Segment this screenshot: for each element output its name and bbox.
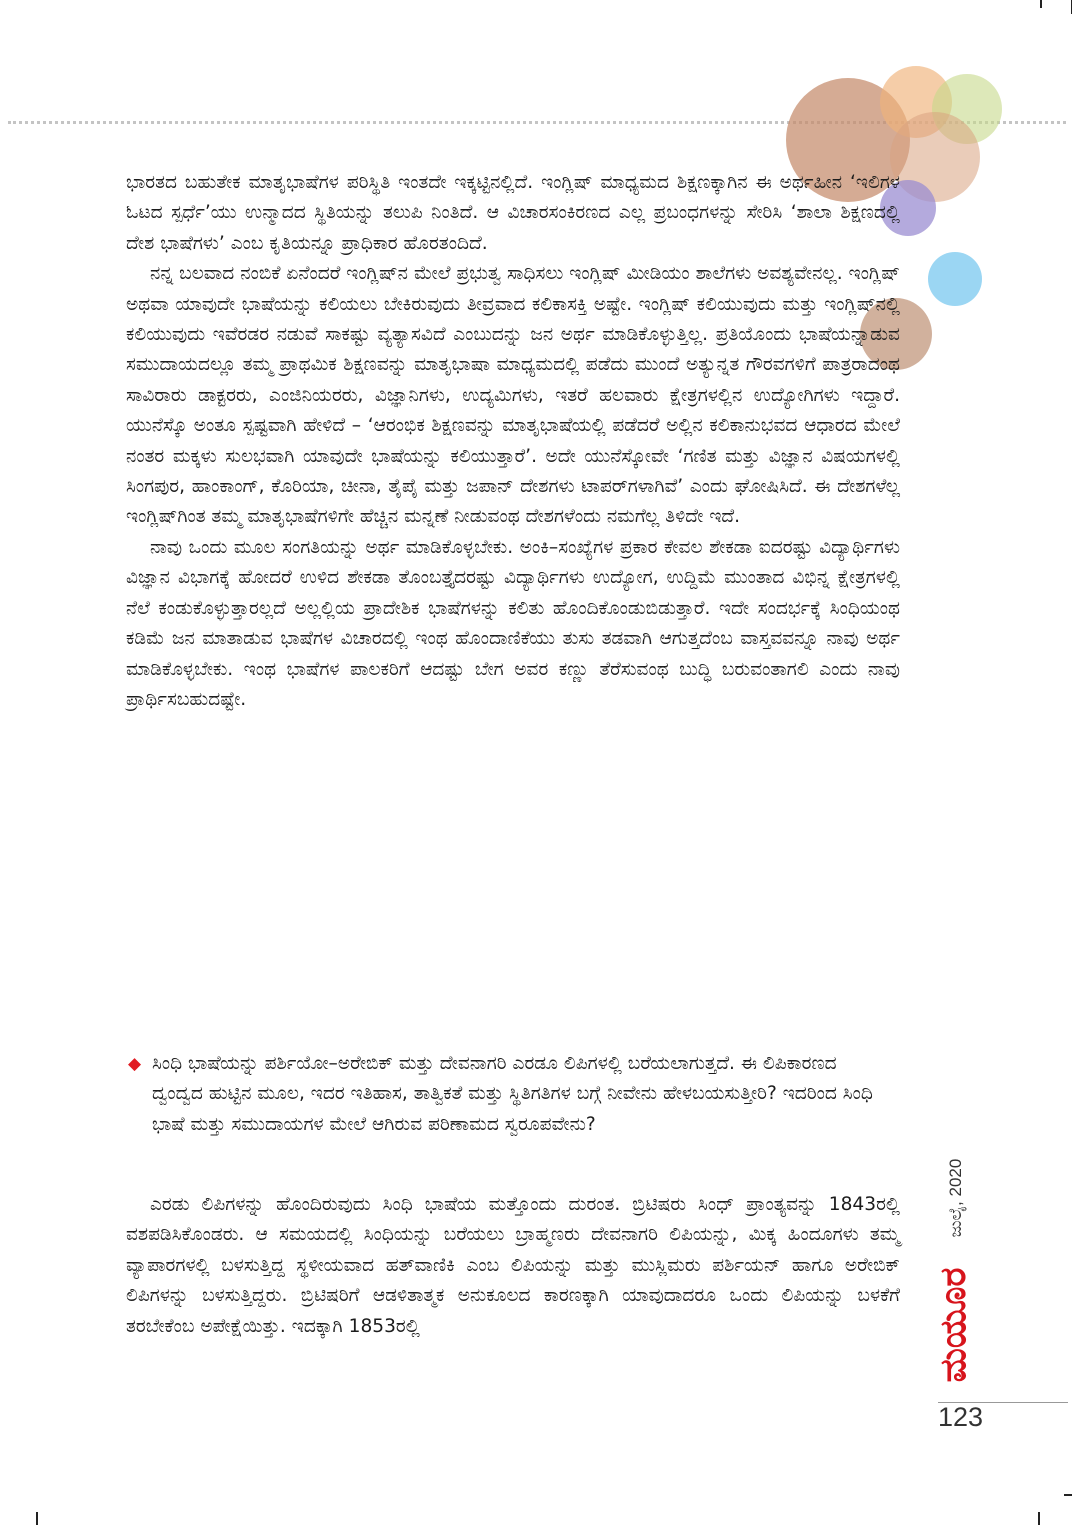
issue-date: ಜುಲೈ, 2020 [946,1158,965,1238]
answer-block [126,1190,900,1342]
diamond-bullet-icon: ◆ [128,1054,142,1074]
interview-question [126,1049,886,1140]
circle-blue [928,252,982,306]
article-body [126,168,900,715]
crop-mark-right [1064,1494,1072,1496]
crop-mark-bottom-left [36,1512,38,1525]
paragraph-3: ನಾವು ಒಂದು ಮೂಲ ಸಂಗತಿಯನ್ನು ಅರ್ಥ ಮಾಡಿಕೊಳ್ಳಬೇಕು. ಅಂಕಿ–ಸಂಖ್ಯೆಗಳ ಪ್ರಕಾರ ಕೇವಲ ಶೇಕಡಾ ಐದರಷ್ಟು ವಿದ್ಯಾರ್ಥಿಗಳು ವಿಜ್ಞಾನ ವಿಭಾಗಕ್ಕೆ ಹೋದರೆ ಉಳಿದ ಶೇಕಡಾ ತೊಂಬತ್ತೈದರಷ್ಟು ವಿದ್ಯಾರ್ಥಿಗಳು ಉದ್ಯೋಗ, ಉದ್ದಿಮೆ ಮುಂತಾದ ವಿಭಿನ್ನ ಕ್ಷೇತ್ರಗಳಲ್ಲಿ ನೆಲೆ ಕಂಡುಕೊಳ್ಳುತ್ತಾರಲ್ಲದೆ ಅಲ್ಲಲ್ಲಿಯ ಪ್ರಾದೇಶಿಕ ಭಾಷೆಗಳನ್ನು ಕಲಿತು ಹೊಂದಿಕೊಂಡುಬಿಡುತ್ತಾರೆ. ಇದೇ ಸಂದರ್ಭಕ್ಕೆ ಸಿಂಧಿಯಂಥ ಕಡಿಮೆ ಜನ ಮಾತಾಡುವ ಭಾಷೆಗಳ ವಿಚಾರದಲ್ಲಿ ಇಂಥ ಹೊಂದಾಣಿಕೆಯು ತುಸು ತಡವಾಗಿ ಆಗುತ್ತದೆಂಬ ವಾಸ್ತವವನ್ನೂ ನಾವು ಅರ್ಥ ಮಾಡಿಕೊಳ್ಳಬೇಕು. ಇಂಥ ಭಾಷೆಗಳ ಪಾಲಕರಿಗೆ ಆದಷ್ಟು ಬೇಗ ಅವರ ಕಣ್ಣು ತೆರೆಸುವಂಥ ಬುದ್ಧಿ ಬರುವಂತಾಗಲಿ ಎಂದು ನಾವು ಪ್ರಾರ್ಥಿಸಬಹುದಷ್ಟೇ. [126,536,900,710]
page-number: 123 [938,1402,984,1432]
paragraph-2: ನನ್ನ ಬಲವಾದ ನಂಬಿಕೆ ಏನೆಂದರೆ ಇಂಗ್ಲಿಷ್‌ನ ಮೇಲೆ ಪ್ರಭುತ್ವ ಸಾಧಿಸಲು ಇಂಗ್ಲಿಷ್ ಮೀಡಿಯಂ ಶಾಲೆಗಳು ಅವಶ್ಯವೇನಲ್ಲ. ಇಂಗ್ಲಿಷ್ ಅಥವಾ ಯಾವುದೇ ಭಾಷೆಯನ್ನು ಕಲಿಯಲು ಬೇಕಿರುವುದು ತೀವ್ರವಾದ ಕಲಿಕಾಸಕ್ತಿ ಅಷ್ಟೇ. ಇಂಗ್ಲಿಷ್ ಕಲಿಯುವುದು ಮತ್ತು ಇಂಗ್ಲಿಷ್‌ನಲ್ಲಿ ಕಲಿಯುವುದು ಇವೆರಡರ ನಡುವೆ ಸಾಕಷ್ಟು ವ್ಯತ್ಯಾಸವಿದೆ ಎಂಬುದನ್ನು ಜನ ಅರ್ಥ ಮಾಡಿಕೊಳ್ಳುತ್ತಿಲ್ಲ. ಪ್ರತಿಯೊಂದು ಭಾಷೆಯನ್ನಾಡುವ ಸಮುದಾಯದಲ್ಲೂ ತಮ್ಮ ಪ್ರಾಥಮಿಕ ಶಿಕ್ಷಣವನ್ನು ಮಾತೃಭಾಷಾ ಮಾಧ್ಯಮದಲ್ಲಿ ಪಡೆದು ಮುಂದೆ ಅತ್ಯುನ್ನತ ಗೌರವಗಳಿಗೆ ಪಾತ್ರರಾದಂಥ ಸಾವಿರಾರು ಡಾಕ್ಟರರು, ಎಂಜಿನಿಯರರು, ವಿಜ್ಞಾನಿಗಳು, ಉದ್ಯಮಿಗಳು, ಇತರೆ ಹಲವಾರು ಕ್ಷೇತ್ರಗಳಲ್ಲಿನ ಉದ್ಯೋಗಿಗಳು ಇದ್ದಾರೆ. ಯುನೆಸ್ಕೊ ಅಂತೂ ಸ್ಪಷ್ಟವಾಗಿ ಹೇಳಿದೆ – ‘ಆರಂಭಿಕ ಶಿಕ್ಷಣವನ್ನು ಮಾತೃಭಾಷೆಯಲ್ಲಿ ಪಡೆದರೆ ಅಲ್ಲಿನ ಕಲಿಕಾನುಭವದ ಆಧಾರದ ಮೇಲೆ ನಂತರ ಮಕ್ಕಳು ಸುಲಭವಾಗಿ ಯಾವುದೇ ಭಾಷೆಯನ್ನು ಕಲಿಯುತ್ತಾರೆ’. ಅದೇ ಯುನೆಸ್ಕೋವೇ ‘ಗಣಿತ ಮತ್ತು ವಿಜ್ಞಾನ ವಿಷಯಗಳಲ್ಲಿ ಸಿಂಗಪುರ, ಹಾಂಕಾಂಗ್, ಕೊರಿಯಾ, ಚೀನಾ, ತೈಪೈ ಮತ್ತು ಜಪಾನ್ ದೇಶಗಳು ಟಾಪರ್‌ಗಳಾಗಿವೆ’ ಎಂದು ಘೋಷಿಸಿದೆ. ಈ ದೇಶಗಳೆಲ್ಲ ಇಂಗ್ಲಿಷ್‌ಗಿಂತ ತಮ್ಮ ಮಾತೃಭಾಷೆಗಳಿಗೇ ಹೆಚ್ಚಿನ ಮನ್ನಣೆ ನೀಡುವಂಥ ದೇಶಗಳೆಂದು ನಮಗೆಲ್ಲ ತಿಳಿದೇ ಇದೆ. [126,263,900,528]
crop-mark-bottom-right [1038,1512,1040,1525]
answer-text: ಎರಡು ಲಿಪಿಗಳನ್ನು ಹೊಂದಿರುವುದು ಸಿಂಧಿ ಭಾಷೆಯ ಮತ್ತೊಂದು ದುರಂತ. ಬ್ರಿಟಿಷರು ಸಿಂಧ್ ಪ್ರಾಂತ್ಯವನ್ನು 1843ರಲ್ಲಿ ವಶಪಡಿಸಿಕೊಂಡರು. ಆ ಸಮಯದಲ್ಲಿ ಸಿಂಧಿಯನ್ನು ಬರೆಯಲು ಬ್ರಾಹ್ಮಣರು ದೇವನಾಗರಿ ಲಿಪಿಯನ್ನು, ಮಿಕ್ಕ ಹಿಂದೂಗಳು ತಮ್ಮ ವ್ಯಾಪಾರಗಳಲ್ಲಿ ಬಳಸುತ್ತಿದ್ದ ಸ್ಥಳೀಯವಾದ ಹತ್‌ವಾಣಿಕಿ ಎಂಬ ಲಿಪಿಯನ್ನು ಮತ್ತು ಮುಸ್ಲಿಮರು ಪರ್ಶಿಯನ್ ಹಾಗೂ ಅರೇಬಿಕ್ ಲಿಪಿಗಳನ್ನು ಬಳಸುತ್ತಿದ್ದರು. ಬ್ರಿಟಿಷರಿಗೆ ಆಡಳಿತಾತ್ಮಕ ಅನುಕೂಲದ ಕಾರಣಕ್ಕಾಗಿ ಯಾವುದಾದರೂ ಒಂದು ಲಿಪಿಯನ್ನು ಬಳಕೆಗೆ ತರಬೇಕೆಂಬ ಅಪೇಕ್ಷೆಯಿತ್ತು. ಇದಕ್ಕಾಗಿ 1853ರಲ್ಲಿ [126,1194,900,1337]
crop-mark-top-right [1040,0,1042,8]
magazine-logo: ಮಯೂರ [933,1267,974,1383]
question-text: ಸಿಂಧಿ ಭಾಷೆಯನ್ನು ಪರ್ಶಿಯೋ–ಅರೇಬಿಕ್ ಮತ್ತು ದೇವನಾಗರಿ ಎರಡೂ ಲಿಪಿಗಳಲ್ಲಿ ಬರೆಯಲಾಗುತ್ತದೆ. ಈ ಲಿಪಿಕಾರಣದ ದ್ವಂದ್ವದ ಹುಟ್ಟಿನ ಮೂಲ, ಇದರ ಇತಿಹಾಸ, ತಾತ್ವಿಕತೆ ಮತ್ತು ಸ್ಥಿತಿಗತಿಗಳ ಬಗ್ಗೆ ನೀವೇನು ಹೇಳಬಯಸುತ್ತೀರಿ? ಇದರಿಂದ ಸಿಂಧಿ ಭಾಷೆ ಮತ್ತು ಸಮುದಾಯಗಳ ಮೇಲೆ ಆಗಿರುವ ಪರಿಣಾಮದ ಸ್ವರೂಪವೇನು? [152,1053,873,1135]
paragraph-1: ಭಾರತದ ಬಹುತೇಕ ಮಾತೃಭಾಷೆಗಳ ಪರಿಸ್ಥಿತಿ ಇಂತದೇ ಇಕ್ಕಟ್ಟಿನಲ್ಲಿದೆ. ಇಂಗ್ಲಿಷ್ ಮಾಧ್ಯಮದ ಶಿಕ್ಷಣಕ್ಕಾಗಿನ ಈ ಅರ್ಥಹೀನ ‘ಇಲಿಗಳ ಓಟದ ಸ್ಪರ್ಧೆ’ಯು ಉನ್ಮಾದದ ಸ್ಥಿತಿಯನ್ನು ತಲುಪಿ ನಿಂತಿದೆ. ಆ ವಿಚಾರಸಂಕಿರಣದ ಎಲ್ಲ ಪ್ರಬಂಧಗಳನ್ನು ಸೇರಿಸಿ ‘ಶಾಲಾ ಶಿಕ್ಷಣದಲ್ಲಿ ದೇಶ ಭಾಷೆಗಳು’ ಎಂಬ ಕೃತಿಯನ್ನೂ ಪ್ರಾಧಿಕಾರ ಹೊರತಂದಿದೆ. [126,172,900,254]
